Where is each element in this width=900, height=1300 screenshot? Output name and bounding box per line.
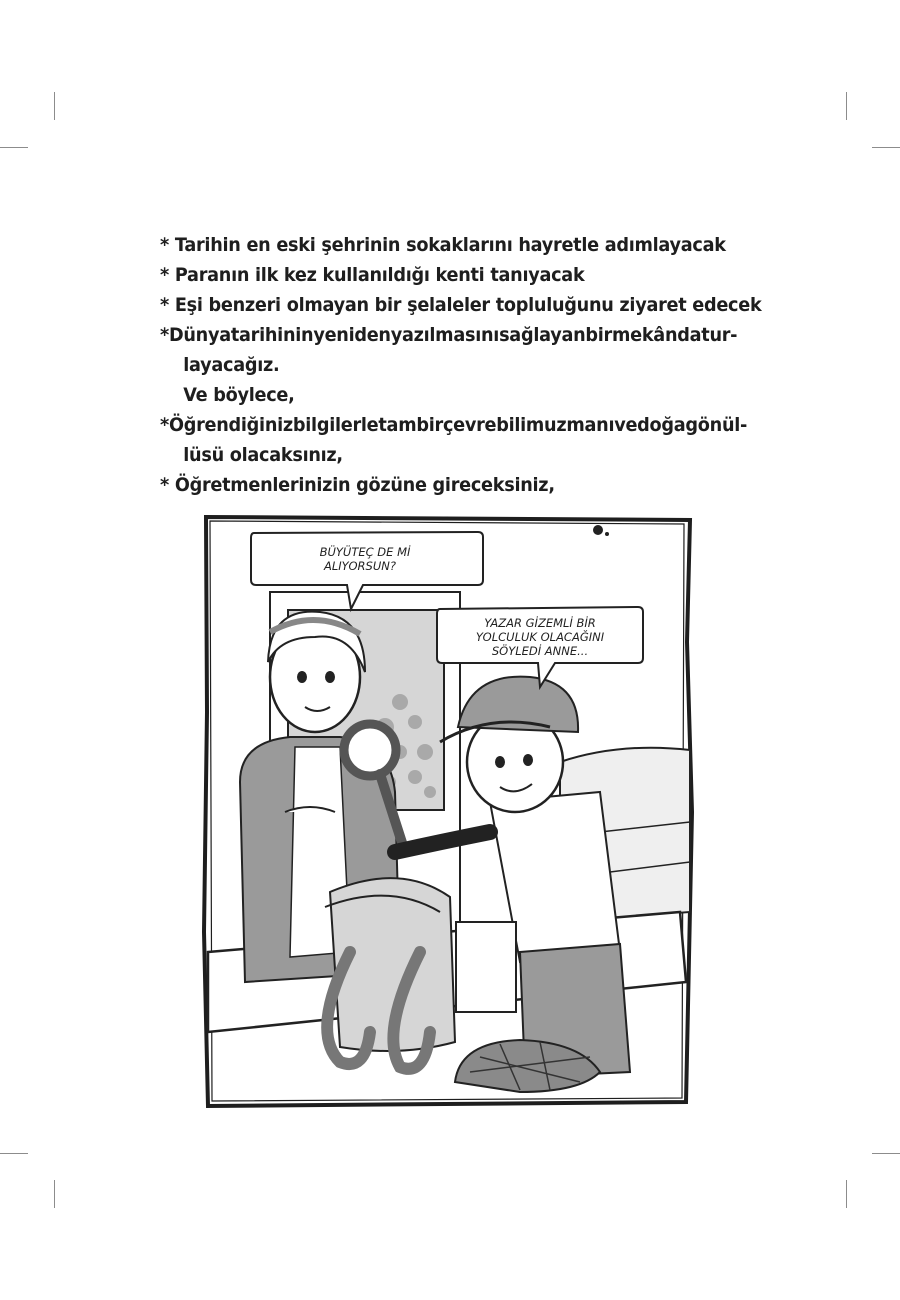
cartoon-illustration (200, 512, 700, 1112)
bullet-text: Eşi benzeri olmayan bir şelaleler topluluğunu ziyaret edecek (174, 294, 762, 316)
bullet-marker: * (160, 234, 169, 256)
bullet-word: mekânda (611, 324, 702, 346)
bullet-text: Tarihin en eski şehrinin sokaklarını hayretle adımlayacak (174, 234, 726, 256)
bubble-boy-line: YOLCULUK OLACAĞINI (475, 630, 605, 644)
crop-mark (846, 92, 847, 120)
bullet-word: Dünya (168, 324, 231, 346)
crop-mark (0, 1153, 28, 1154)
bullet-marker: * (160, 324, 169, 346)
bullet-continuation: layacağız. (183, 354, 280, 376)
crop-mark (846, 1180, 847, 1208)
bullet-word: uzmanı (544, 414, 615, 436)
bullet-item (160, 260, 704, 290)
bullet-list (160, 230, 762, 500)
bullet-item (160, 470, 704, 500)
bullet-word: tarihinin (230, 324, 314, 346)
bubble-boy-line: SÖYLEDİ ANNE... (491, 644, 589, 658)
crop-mark (0, 147, 28, 148)
bullet-continuation: lüsü olacaksınız, (183, 444, 343, 466)
bullet-word: sağlayan (499, 324, 586, 346)
bullet-word: gönül- (685, 414, 748, 436)
bullet-item-justified (160, 320, 738, 350)
bullet-word: çevrebilim (442, 414, 545, 436)
bullet-marker: * (160, 414, 169, 436)
bubble-boy-line: YAZAR GİZEMLİ BİR (484, 616, 596, 630)
bullet-word: ve (614, 414, 638, 436)
bullet-marker: * (160, 474, 169, 496)
bullet-word: bir (416, 414, 443, 436)
crop-mark (54, 1180, 55, 1208)
bubble-mother-line: ALIYORSUN? (324, 559, 396, 573)
bullet-word: tur- (701, 324, 738, 346)
bullet-word: bir (585, 324, 612, 346)
bullet-text: Öğretmenlerinizin gözüne gireceksiniz, (174, 474, 555, 496)
bullet-text: Paranın ilk kez kullanıldığı kenti tanıyacak (174, 264, 585, 286)
bullet-text-plain: Ve böylece, (183, 384, 295, 406)
bullet-word: yazılmasını (390, 324, 500, 346)
bullet-marker: * (160, 294, 169, 316)
bullet-word: yeniden (313, 324, 391, 346)
bullet-word: bilgilerle (292, 414, 379, 436)
bullet-item-justified (160, 410, 748, 440)
bullet-word: doğa (637, 414, 686, 436)
bullet-item (160, 290, 762, 320)
bullet-word: tam (378, 414, 417, 436)
bullet-word: Öğrendiğiniz (168, 414, 293, 436)
bullet-marker: * (160, 264, 169, 286)
crop-mark (872, 1153, 900, 1154)
bubble-mother-line: BÜYÜTEÇ DE Mİ (319, 545, 411, 559)
bullet-item (160, 230, 726, 260)
crop-mark (54, 92, 55, 120)
crop-mark (872, 147, 900, 148)
